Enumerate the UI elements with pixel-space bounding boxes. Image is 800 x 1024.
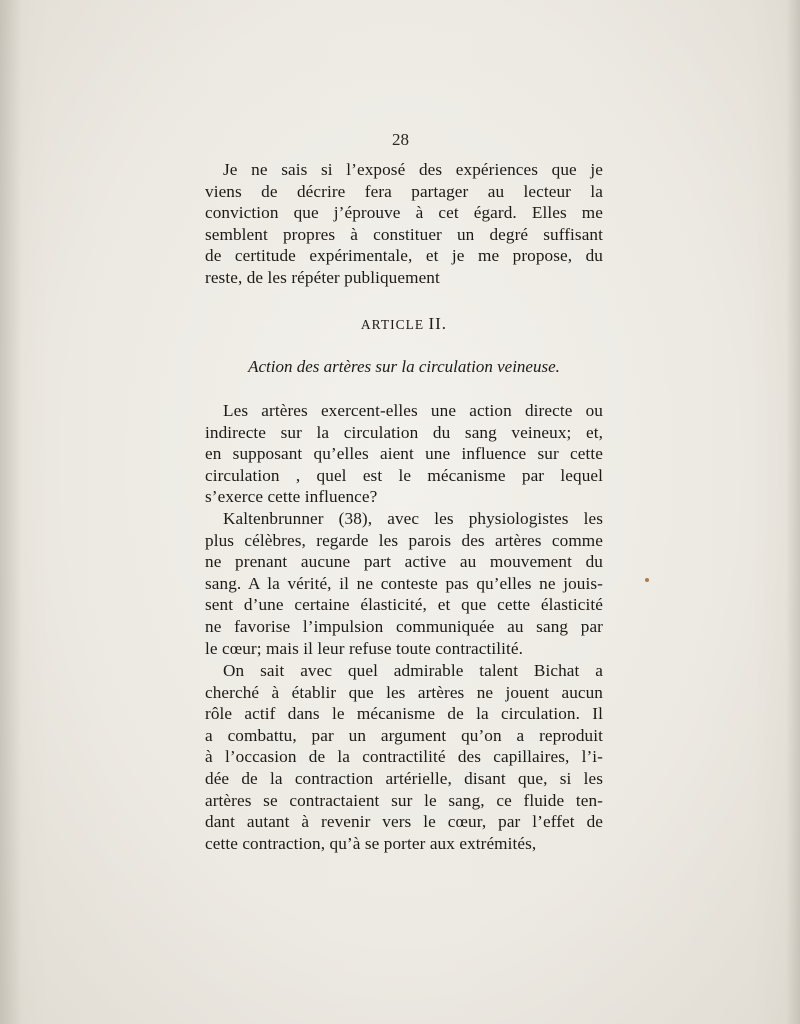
paragraph-4 [205,660,603,854]
text-line: On sait avec quel admirable talent Bichat a [223,661,603,680]
text-line: circulation , quel est le mécanisme par lequel [205,465,603,485]
text-line: reste, de les répéter publiquement [205,267,440,287]
paragraph-2 [205,400,603,508]
text-line: semblent propres à constituer un degré suffisant [205,224,603,244]
text-line: sang. A la vérité, il ne conteste pas qu’elles ne jouis- [205,573,603,593]
edge-shadow [786,0,800,1024]
text-line: dée de la contraction artérielle, disant que, si les [205,768,603,788]
text-line: Je ne sais si l’exposé des expériences que je [223,160,603,179]
text-line: artères se contractaient sur le sang, ce fluide ten- [205,790,603,810]
section-title: Action des artères sur la circulation veineuse. [248,357,560,376]
article-label: ARTICLE [360,317,425,332]
text-line: conviction que j’éprouve à cet égard. Elles me [205,203,603,223]
binding-shadow [0,0,22,1024]
text-line: de certitude expérimentale, et je me propose, du [205,246,603,266]
article-heading [205,314,603,334]
text-line: sent d’une certaine élasticité, et que cette élasticité [205,595,603,615]
text-line: Kaltenbrunner (38), avec les physiologistes les [223,509,603,528]
text-line: en supposant qu’elles aient une influence sur cette [205,444,603,464]
text-line: viens de décrire fera partager au lecteur la [205,181,603,201]
text-line: rôle actif dans le mécanisme de la circulation. Il [205,704,603,724]
text-line: plus célèbres, regarde les parois des artères comme [205,530,603,550]
paragraph-3 [205,508,603,659]
text-line: cherché à établir que les artères ne jouent aucun [205,682,603,702]
paragraph-1 [205,159,603,289]
text-line: indirecte sur la circulation du sang veineux; et, [205,422,603,442]
text-line: cette contraction, qu’à se porter aux extrémités, [205,833,537,853]
text-line: a combattu, par un argument qu’on a reproduit [205,725,603,745]
text-line: Les artères exercent-elles une action directe ou [223,401,603,420]
text-line: à l’occasion de la contractilité des capillaires, l’i- [205,747,603,767]
paper-speck [645,578,649,582]
text-line: ne favorise l’impulsion communiquée au sang par [205,616,603,636]
text-line: s’exerce cette influence? [205,487,378,507]
text-line: ne prenant aucune part active au mouvement du [205,552,603,572]
text-line: dant autant à revenir vers le cœur, par l’effet de [205,812,603,832]
page-number: 28 [392,130,409,149]
article-number: II. [428,314,448,333]
text-line: le cœur; mais il leur refuse toute contractilité. [205,638,523,658]
